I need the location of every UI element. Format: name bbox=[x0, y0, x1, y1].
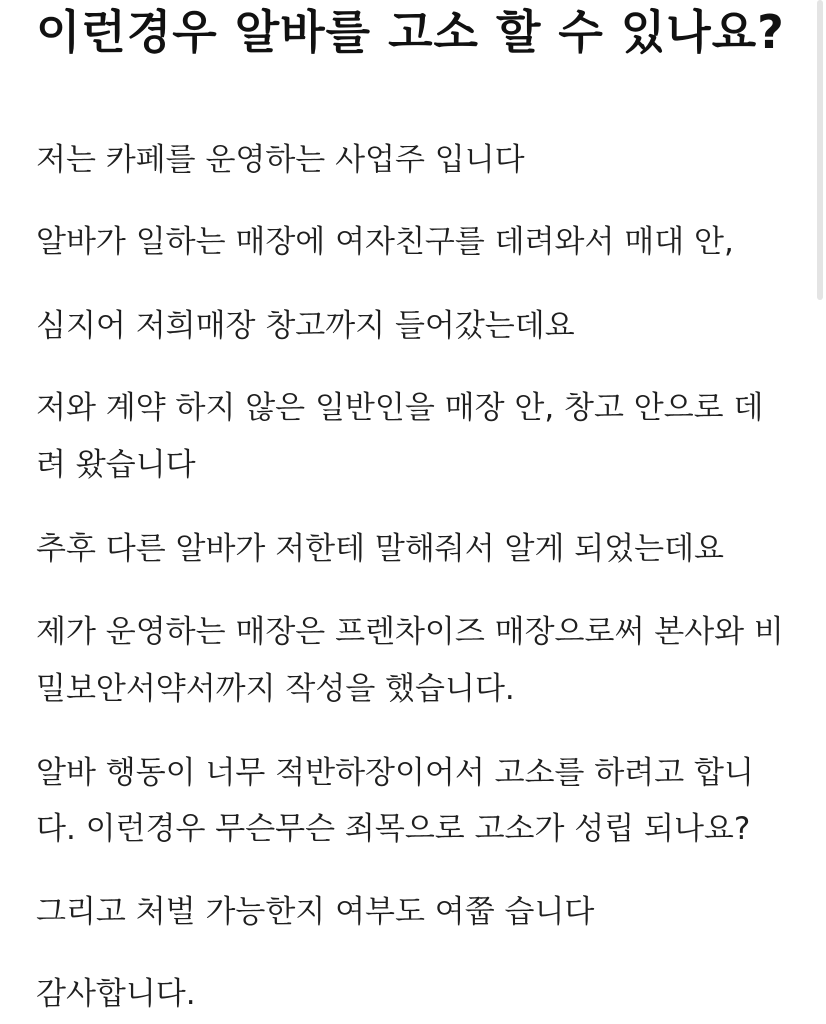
post-paragraph: 저는 카페를 운영하는 사업주 입니다 bbox=[36, 142, 525, 178]
post-title: 이런경우 알바를 고소 할 수 있나요? bbox=[36, 5, 785, 59]
post-closing: 감사합니다. bbox=[36, 976, 196, 1012]
post-paragraph-continued: 려 왔습니다 bbox=[36, 447, 196, 483]
post-paragraph: 제가 운영하는 매장은 프렌차이즈 매장으로써 본사와 비 bbox=[36, 614, 784, 650]
post-paragraph: 알바가 일하는 매장에 여자친구를 데려와서 매대 안, bbox=[36, 224, 734, 260]
post-paragraph-continued: 밀보안서약서까지 작성을 했습니다. bbox=[36, 671, 515, 707]
vertical-scrollbar[interactable] bbox=[814, 0, 826, 1024]
post-paragraph-continued: 다. 이런경우 무슨무슨 죄목으로 고소가 성립 되나요? bbox=[36, 811, 751, 847]
post-paragraph: 심지어 저희매장 창고까지 들어갔는데요 bbox=[36, 308, 575, 344]
post-paragraph: 저와 계약 하지 않은 일반인을 매장 안, 창고 안으로 데 bbox=[36, 390, 764, 426]
post-paragraph: 그리고 처벌 가능한지 여부도 여쭙 습니다 bbox=[36, 894, 595, 930]
post-paragraph: 추후 다른 알바가 저한테 말해줘서 알게 되었는데요 bbox=[36, 531, 724, 567]
scrollbar-thumb[interactable] bbox=[817, 0, 823, 300]
post-paragraph: 알바 행동이 너무 적반하장이어서 고소를 하려고 합니 bbox=[36, 755, 754, 791]
